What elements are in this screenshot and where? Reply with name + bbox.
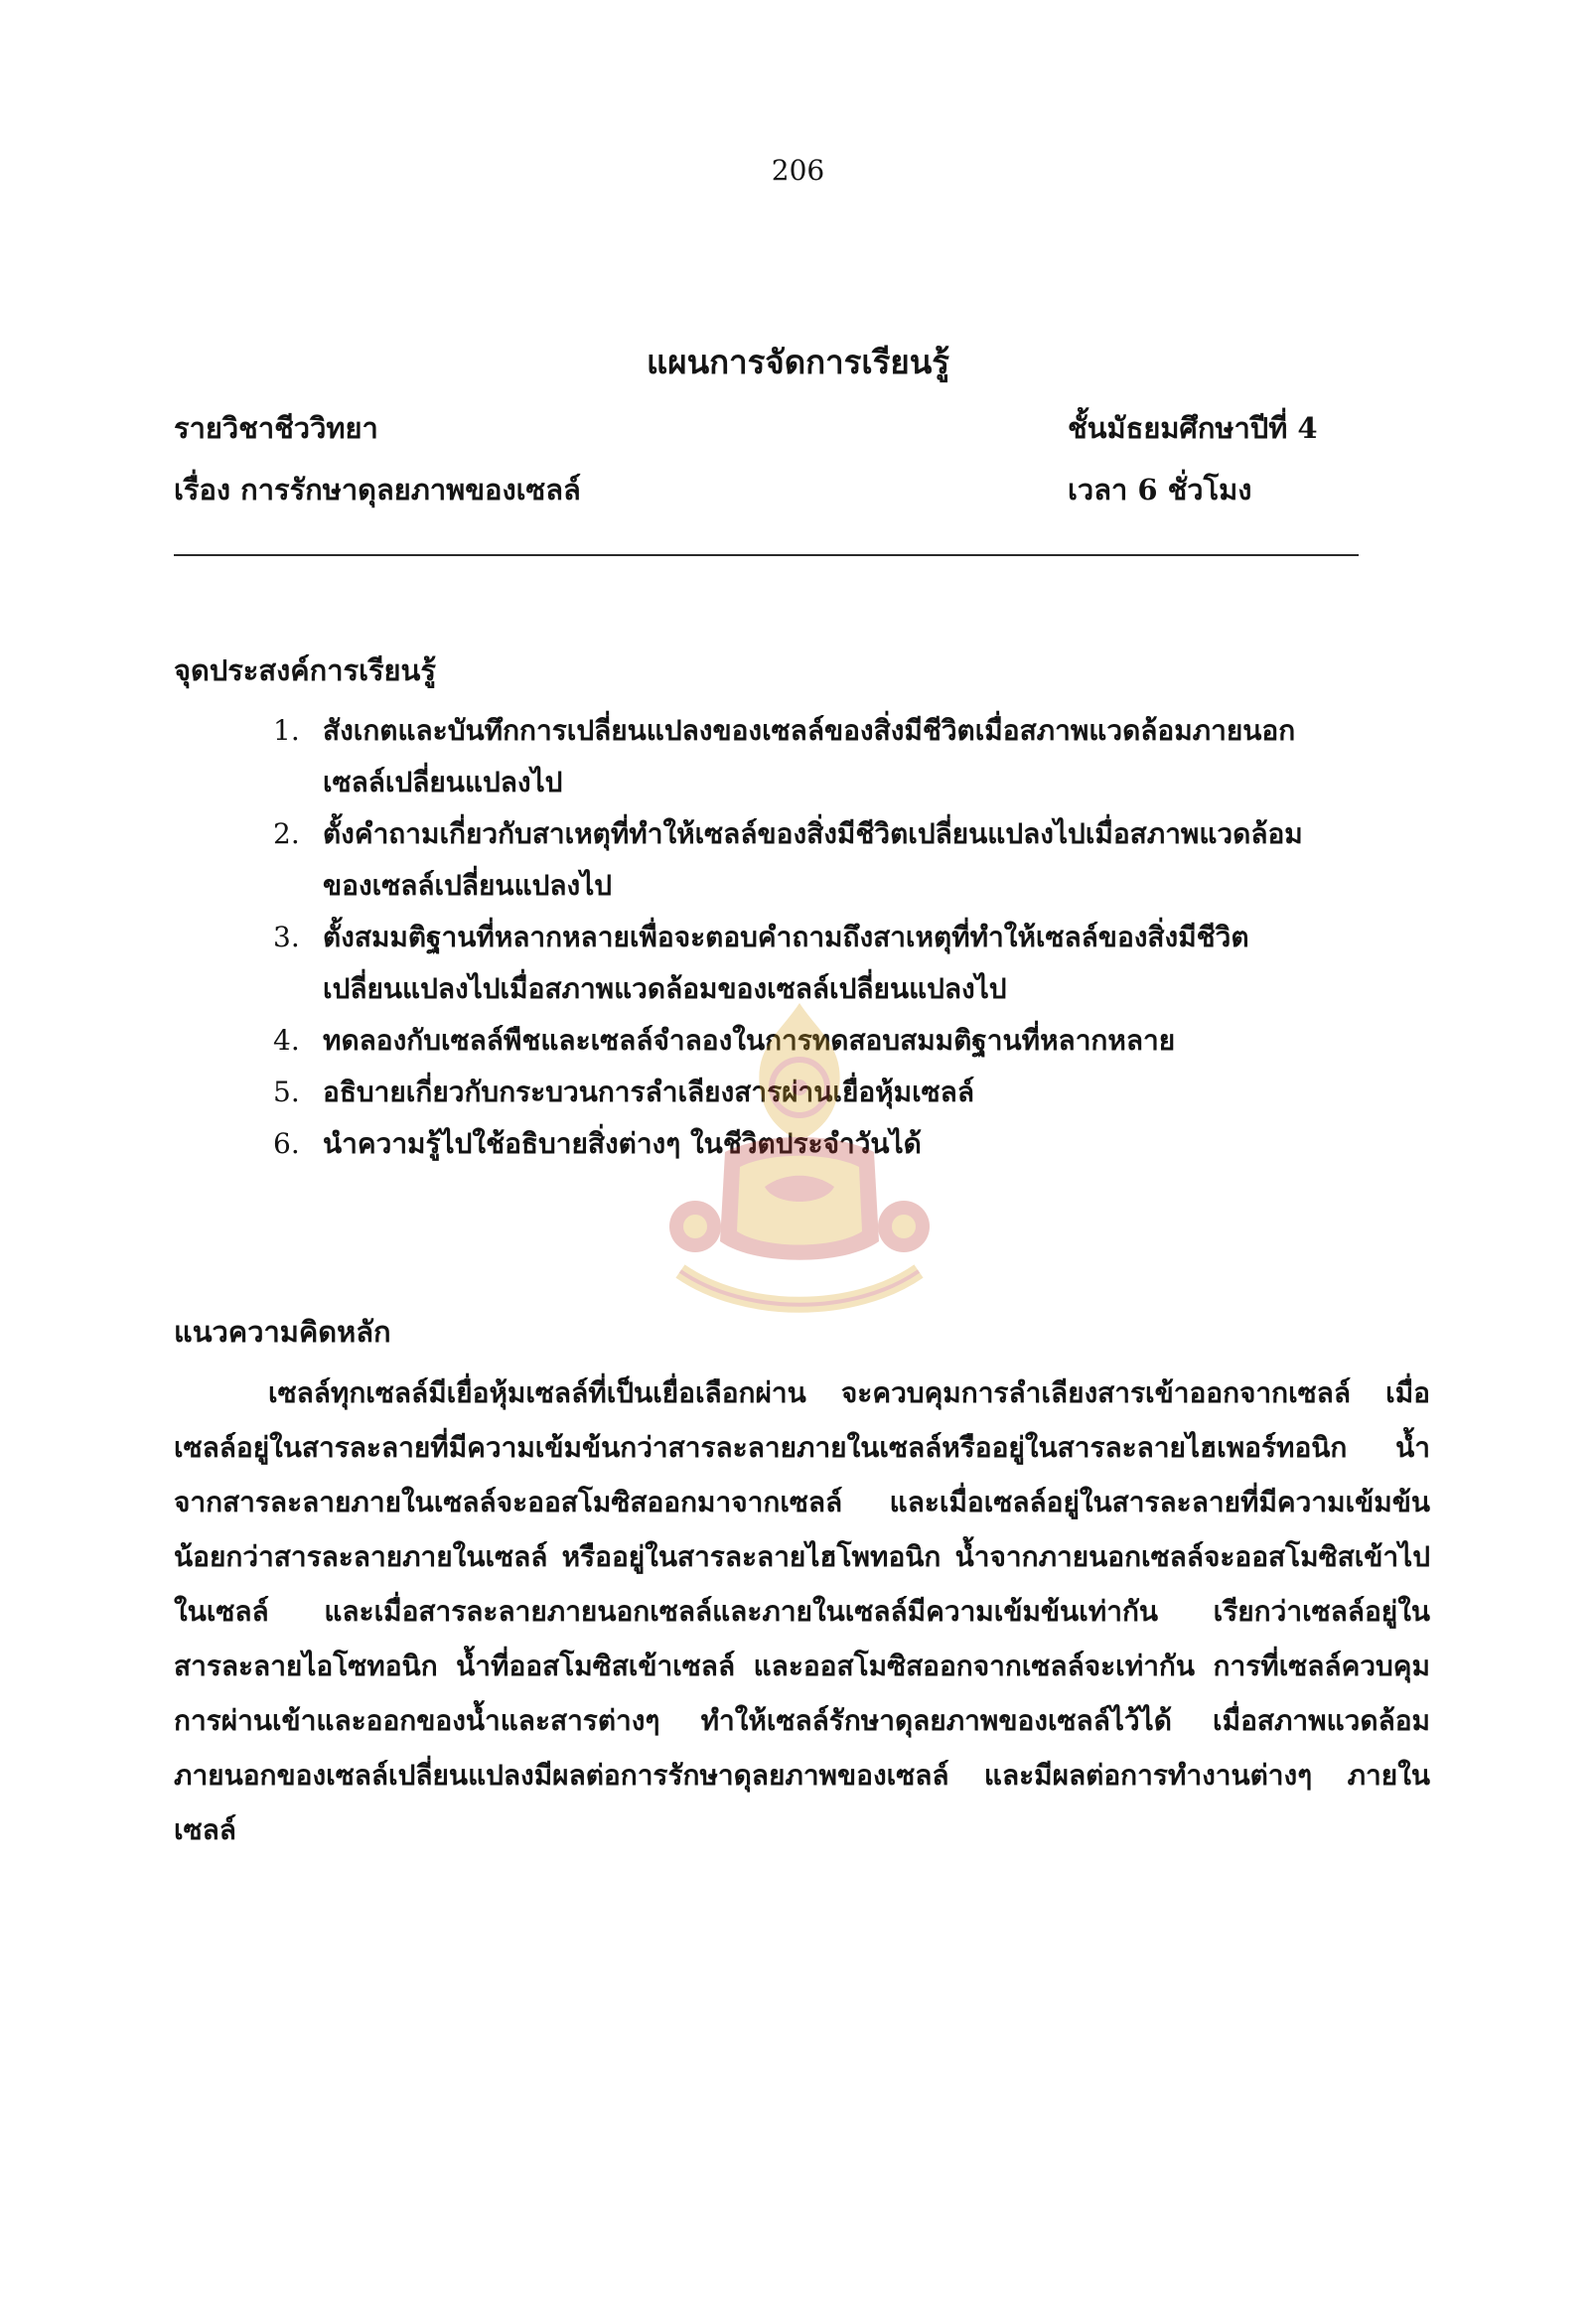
objective-text: ตั้งสมมติฐานที่หลากหลายเพื่อจะตอบคำถามถึงสาเหตุที่ทำให้เซลล์ของสิ่งมีชีวิตเปลี่ยนแปลงไปเมื่อสภาพแวดล้อมของเซลล์เปลี่ยนแปลงไป [323,921,1249,1005]
objective-text: ตั้งคำถามเกี่ยวกับสาเหตุที่ทำให้เซลล์ของสิ่งมีชีวิตเปลี่ยนแปลงไปเมื่อสภาพแวดล้อมของเซลล์เปลี่ยนแปลงไป [323,817,1303,902]
document-title: แผนการจัดการเรียนรู้ [646,343,950,381]
objectives-heading: จุดประสงค์การเรียนรู้ [174,653,436,687]
objective-text: นำความรู้ไปใช้อธิบายสิ่งต่างๆ ในชีวิตประจำวันได้ [323,1127,922,1160]
objective-number: 5. [273,1076,300,1108]
objective-item [273,1067,1326,1118]
objective-number: 4. [273,1024,300,1057]
objective-number: 1. [273,714,300,747]
objective-text: อธิบายเกี่ยวกับกระบวนการลำเลียงสารผ่านเยื่อหุ้มเซลล์ [323,1076,974,1108]
objective-item [273,1118,1326,1170]
header-divider [174,554,1359,556]
objective-item [273,705,1326,808]
objective-item [273,1015,1326,1067]
concept-paragraph: เซลล์ทุกเซลล์มีเยื่อหุ้มเซลล์ที่เป็นเยื่อเลือกผ่าน จะควบคุมการลำเลียงสารเข้าออกจากเซลล์ เมื่อเซลล์อยู่ในสารละลายที่มีความเข้มข้นกว่าสารละลายภายในเซลล์หรืออยู่ในสารละลายไฮเพอร์ทอนิก น้ำจากสารละลายภายในเซลล์จะออสโมซิสออกมาจากเซลล์ และเมื่อเซลล์อยู่ในสารละลายที่มีความเข้มข้นน้อยกว่าสารละลายภายในเซลล์ หรืออยู่ในสารละลายไฮโพทอนิก น้ำจากภายนอกเซลล์จะออสโมซิสเข้าไปในเซลล์ และเมื่อสารละลายภายนอกเซลล์และภายในเซลล์มีความเข้มข้นเท่ากัน เรียกว่าเซลล์อยู่ในสารละลายไอโซทอนิก น้ำที่ออสโมซิสเข้าเซลล์ และออสโมซิสออกจากเซลล์จะเท่ากัน การที่เซลล์ควบคุมการผ่านเข้าและออกของน้ำและสารต่างๆ ทำให้เซลล์รักษาดุลยภาพของเซลล์ไว้ได้ เมื่อสภาพแวดล้อมภายนอกของเซลล์เปลี่ยนแปลงมีผลต่อการรักษาดุลยภาพของเซลล์ และมีผลต่อการทำงานต่างๆ ภายในเซลล์ [174,1376,1430,1846]
objective-item [273,808,1326,912]
page-number: 206 [771,154,825,187]
objective-number: 3. [273,921,300,953]
duration-label: เวลา 6 ชั่วโมง [1068,473,1252,506]
concept-heading: แนวความคิดหลัก [174,1315,391,1349]
subject-label: รายวิชาชีววิทยา [174,411,378,445]
objective-number: 6. [273,1127,300,1160]
objectives-list [273,705,1326,1170]
grade-label: ชั้นมัธยมศึกษาปีที่ 4 [1068,411,1318,445]
objective-item [273,912,1326,1015]
objective-number: 2. [273,817,300,850]
objective-text: ทดลองกับเซลล์พืชและเซลล์จำลองในการทดสอบสมมติฐานที่หลากหลาย [323,1024,1176,1057]
objective-text: สังเกตและบันทึกการเปลี่ยนแปลงของเซลล์ของสิ่งมีชีวิตเมื่อสภาพแวดล้อมภายนอกเซลล์เปลี่ยนแปลงไป [323,714,1296,798]
topic-label: เรื่อง การรักษาดุลยภาพของเซลล์ [174,473,581,506]
